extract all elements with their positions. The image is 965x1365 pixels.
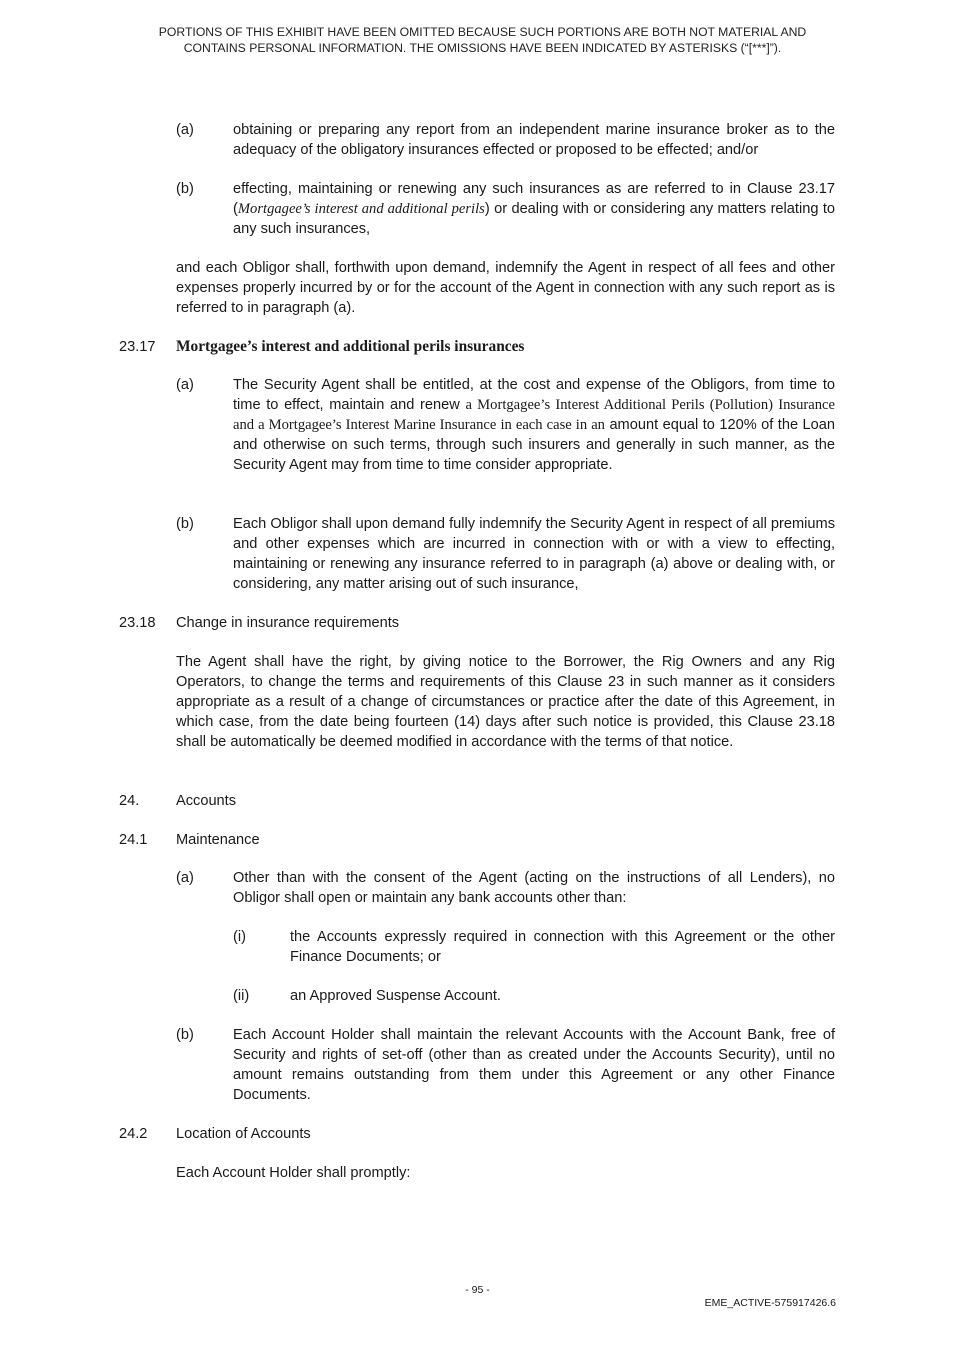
item-label-a: (a) <box>176 122 194 138</box>
s241-label-a: (a) <box>176 870 194 886</box>
s2317-a-pre: The Security Agent shall be entitled, at the cost and expense of the Obligors, from time to time to effect, maintain and renew <box>233 377 835 413</box>
s2318-body: The Agent shall have the right, by giving notice to the Borrower, the Rig Owners and any Rig Operators, to change the terms and requirements of this Clause 23 in such manner as it considers appropriate as a result of a change of circumstances or practice after the date of this Agreement, in which case, from the date being fourteen (14) days after such notice is provided, this Clause 23.18 shall be automatically be deemed modified in accordance with the terms of that notice. <box>176 654 835 750</box>
section-title-23-18: Change in insurance requirements <box>176 615 400 631</box>
s241-label-b: (b) <box>176 1027 194 1043</box>
section-title-24-2: Location of Accounts <box>176 1126 311 1142</box>
item-b-text-post: ) or dealing with or considering any matters relating to any such insurances, <box>233 201 835 237</box>
section-title-24: Accounts <box>176 793 237 809</box>
s241-label-ii: (ii) <box>233 988 250 1004</box>
item-label-b: (b) <box>176 181 194 197</box>
confidentiality-header <box>60 24 905 56</box>
s2317-a-serif: a Mortgagee’s Interest Additional Perils (Pollution) Insurance and a Mortgagee’s Interest Marine Insurance in each case in an <box>233 397 835 433</box>
section-number-24-1: 24.1 <box>119 832 148 848</box>
s241-label-i: (i) <box>233 929 246 945</box>
item-b-text-pre: effecting, maintaining or renewing any such insurances as are referred to in Clause 23.17 ( <box>233 181 835 217</box>
s2317-text-a <box>233 375 835 475</box>
intro-closing-paragraph: and each Obligor shall, forthwith upon demand, indemnify the Agent in respect of all fees and other expenses properly incurred by or for the account of the Agent in connection with any such report as is referred to in paragraph (a). <box>176 260 835 316</box>
item-text-a: obtaining or preparing any report from an independent marine insurance broker as to the adequacy of the obligatory insurances effected or proposed to be effected; and/or <box>233 122 835 158</box>
section-number-23-17: 23.17 <box>119 339 156 355</box>
document-reference: EME_ACTIVE-575917426.6 <box>704 1297 836 1309</box>
header-line-1: PORTIONS OF THIS EXHIBIT HAVE BEEN OMITTED BECAUSE SUCH PORTIONS ARE BOTH NOT MATERIAL AND <box>158 25 807 39</box>
section-number-24-2: 24.2 <box>119 1126 148 1142</box>
s241-text-a: Other than with the consent of the Agent (acting on the instructions of all Lenders), no Obligor shall open or maintain any bank accounts other than: <box>233 870 835 906</box>
clause-reference-italic: Mortgagee’s interest and additional perils <box>237 201 485 217</box>
s241-text-ii: an Approved Suspense Account. <box>290 988 501 1004</box>
section-number-24: 24. <box>119 793 140 809</box>
section-title-24-1: Maintenance <box>176 832 260 848</box>
section-number-23-18: 23.18 <box>119 615 156 631</box>
s241-text-i: the Accounts expressly required in connection with this Agreement or the other Finance Documents; or <box>290 929 835 965</box>
s2317-label-b: (b) <box>176 516 194 532</box>
header-line-2: CONTAINS PERSONAL INFORMATION. THE OMISSIONS HAVE BEEN INDICATED BY ASTERISKS (“[***]”). <box>183 41 782 55</box>
s2317-label-a: (a) <box>176 377 194 393</box>
s242-body: Each Account Holder shall promptly: <box>176 1165 411 1181</box>
s2317-text-b: Each Obligor shall upon demand fully indemnify the Security Agent in respect of all premiums and other expenses which are incurred in connection with or with a view to effecting, maintaining or renewing any insurance referred to in paragraph (a) above or dealing with, or considering, any matter arising out of such insurance, <box>233 516 835 592</box>
section-title-23-17: Mortgagee’s interest and additional perils insurances <box>176 338 525 355</box>
s2317-a-post: amount equal to 120% of the Loan and otherwise on such terms, through such insurers and generally in such manner, as the Security Agent may from time to time consider appropriate. <box>233 417 836 473</box>
page-number: - 95 - <box>465 1284 490 1296</box>
item-text-b <box>233 179 835 239</box>
s241-text-b: Each Account Holder shall maintain the relevant Accounts with the Account Bank, free of Security and rights of set-off (other than as created under the Accounts Security), until no amount remains outstanding from them under this Agreement or any other Finance Documents. <box>233 1027 835 1103</box>
